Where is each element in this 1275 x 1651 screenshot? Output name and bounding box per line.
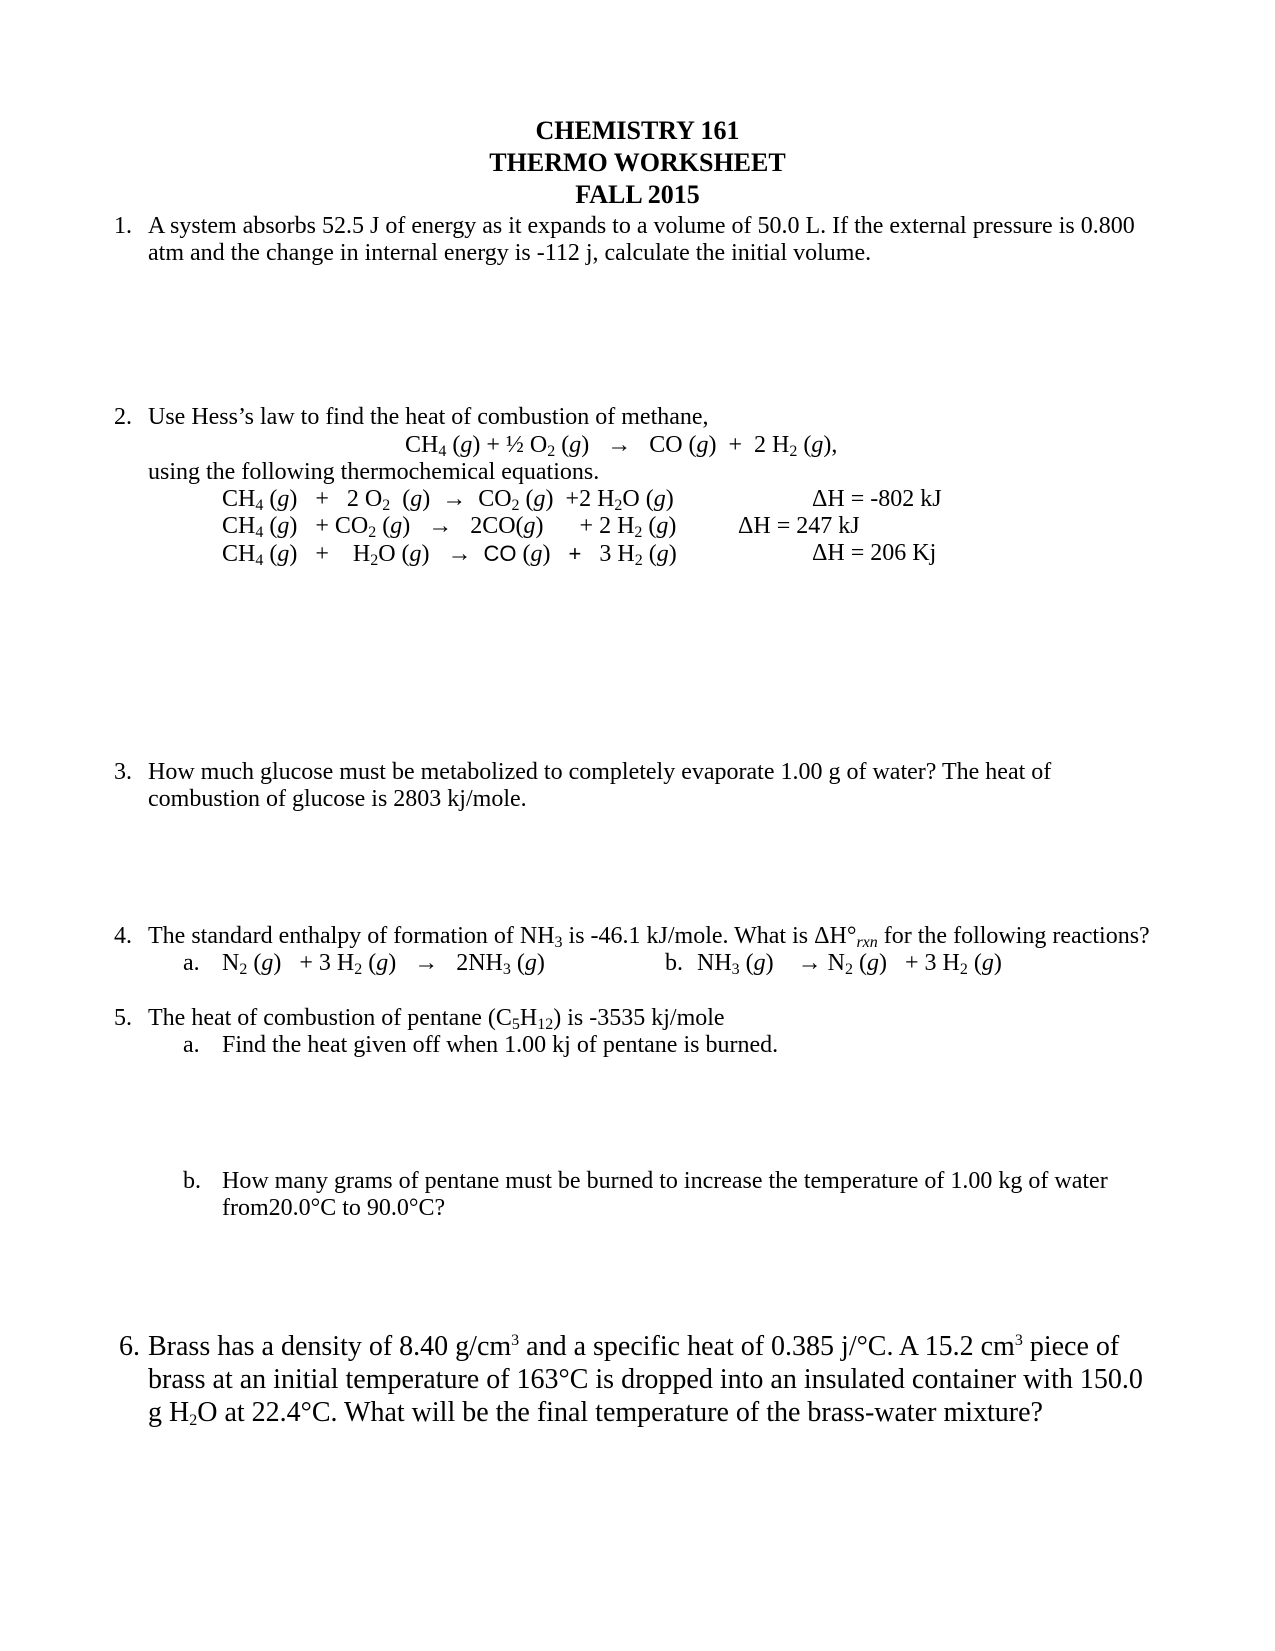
thermochemical-equation-3: $CH_4$ (g) + $H_2O$ (g) → CO (g) + 3 $H_2$ (g) [222,541,677,569]
question-text-line: using the following thermochemical equations. [148,459,600,485]
reaction-b: $NH_3$ (g) → $N_2$ (g) + 3 $H_2$ (g) [697,950,1002,978]
question-number: 4. [114,923,132,949]
subpart-text: from20.0°C to 90.0°C? [222,1195,446,1221]
subpart-label: a. [183,1032,200,1058]
question-text-line: brass at an initial temperature of 163°C is dropped into an insulated container with 150.0 [148,1364,1143,1395]
question-text-line: The standard enthalpy of formation of $NH_3$ is -46.1 kJ/mole. What is $\Delta H^\circ_{rxn}$ for the following reactions? [148,923,1150,951]
question-text-line: combustion of glucose is 2803 kj/mole. [148,786,527,812]
thermochemical-equation-2: $CH_4$ $(g) + CO_2$ (g) → 2CO(g) + 2 $H_2$ (g) [222,513,677,541]
subpart-label: b. [665,950,683,976]
enthalpy-value-1: ΔH = -802 kJ [812,486,942,512]
title-course: CHEMISTRY 161 [535,116,740,145]
question-text-line: How much glucose must be metabolized to completely evaporate 1.00 g of water? The heat of [148,759,1052,785]
question-number: 2. [114,404,132,430]
subpart-label: b. [183,1168,201,1194]
question-number: 6. [119,1331,140,1362]
title-worksheet: THERMO WORKSHEET [489,148,786,177]
subpart-text: How many grams of pentane must be burned to increase the temperature of 1.00 kg of water [222,1168,1108,1194]
target-equation: $CH_4$ (g) + ½ $O_2$ (g) → CO (g) + 2 $H_2$ (g), [405,432,838,460]
title-term: FALL 2015 [575,180,700,209]
question-number: 3. [114,759,132,785]
question-text-line: The heat of combustion of pentane $(C_5H_{12})$ is -3535 kj/mole [148,1005,725,1033]
question-number: 1. [114,213,132,239]
enthalpy-value-3: ΔH = 206 Kj [812,540,937,566]
question-text-line: A system absorbs 52.5 J of energy as it expands to a volume of 50.0 L. If the external pressure is 0.800 [148,213,1135,239]
question-number: 5. [114,1005,132,1031]
subpart-label: a. [183,950,200,976]
enthalpy-value-2: ΔH = 247 kJ [738,513,860,539]
question-text-line: g $H_2O$ at 22.4°C. What will be the final temperature of the brass-water mixture? [148,1397,1043,1429]
thermochemical-equation-1: $CH_4$ (g) + 2 $O_2$ $(g) \to CO_2$ (g) +2 $H_2O$ (g) [222,486,674,514]
question-text-line: Brass has a density of 8.40 $g/cm^3$ and a specific heat of 0.385 j/°C. A 15.2 $cm^3$ piece of [148,1331,1120,1362]
question-text-line: atm and the change in internal energy is -112 j, calculate the initial volume. [148,240,872,266]
reaction-a: $N_2$ (g) + 3 $H_2$ $(g) \to 2NH_3$ (g) [222,950,545,978]
subpart-text: Find the heat given off when 1.00 kj of pentane is burned. [222,1032,779,1058]
question-text-line: Use Hess’s law to find the heat of combustion of methane, [148,404,709,430]
